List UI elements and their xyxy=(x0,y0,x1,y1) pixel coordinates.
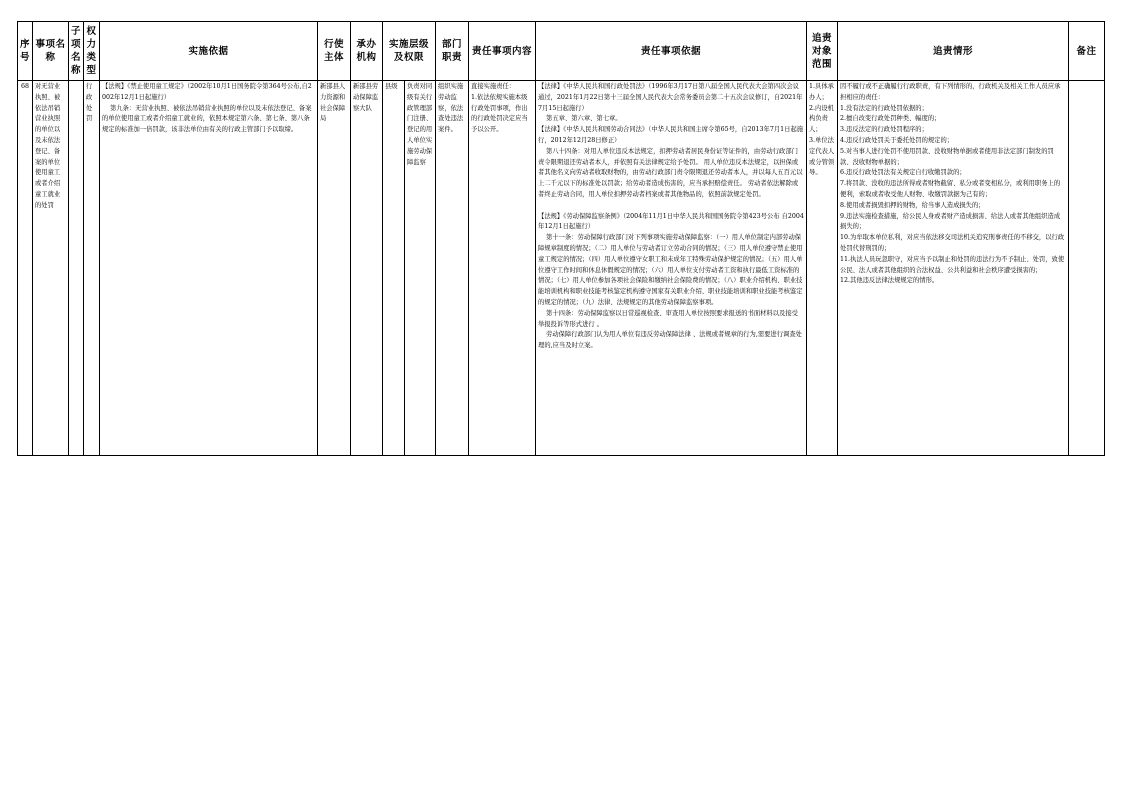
cell-power-type: 行政处罚 xyxy=(84,81,100,456)
cell-responsibility-basis xyxy=(536,81,807,456)
cell-sub-item-name xyxy=(69,81,84,456)
header-item-name: 事项名称 xyxy=(33,22,69,81)
table-row xyxy=(18,81,1105,456)
cell-exercising-body: 新邵县人力资源和社会保障局 xyxy=(318,81,351,456)
header-basis: 实施依据 xyxy=(100,22,318,81)
list-item: 2.擅自改变行政处罚种类、幅度的； xyxy=(840,115,941,123)
cell-seq: 68 xyxy=(18,81,33,456)
list-item: 6.违反行政处罚法有关规定自行收缴罚款的； xyxy=(840,169,966,177)
list-item: 8.使用或者损毁扣押的财物，给当事人造成损失的； xyxy=(840,201,985,209)
header-remarks: 备注 xyxy=(1069,22,1105,81)
header-accountability-scope: 追责对象范围 xyxy=(807,22,838,81)
header-level-authority: 实施层级及权限 xyxy=(383,22,436,81)
list-item: 10.为牟取本单位私利，对应当依法移交司法机关追究刑事责任的不移交，以行政处罚代替刑罚的； xyxy=(840,234,1065,252)
header-exercising-body: 行使主体 xyxy=(318,22,351,81)
list-item: 12.其他违反法律法规规定的情形。 xyxy=(840,277,939,285)
cell-accountability-cases xyxy=(838,81,1069,456)
header-seq: 序号 xyxy=(18,22,33,81)
header-dept-duty: 部门职责 xyxy=(436,22,469,81)
cell-dept-duty: 组织实施劳动监察，依法查处违法案件。 xyxy=(436,81,469,456)
header-responsibility-content: 责任事项内容 xyxy=(469,22,536,81)
header-responsibility-basis: 责任事项依据 xyxy=(536,22,807,81)
header-accountability-cases: 追责情形 xyxy=(838,22,1069,81)
list-item: 3.违反法定的行政处罚程序的； xyxy=(840,126,928,134)
accountability-cases-list xyxy=(840,82,1066,287)
cell-accountability-scope xyxy=(807,81,838,456)
list-item: 5.对当事人进行处罚不使用罚款、没收财物单据或者使用非法定部门制发的罚款、没收财物单据的； xyxy=(840,147,1054,166)
cell-remarks xyxy=(1069,81,1105,456)
header-sub-item-name: 子项名称 xyxy=(69,22,84,81)
cell-authority: 负责对同级有关行政管理部门注册、登记的用人单位实施劳动保障监察 xyxy=(405,81,436,456)
cell-basis xyxy=(100,81,318,456)
responsibility-content-text: 直接实施责任： 1.依法依规实施本级行政处罚事项，作出的行政处罚决定应当予以公开。 xyxy=(471,83,528,134)
header-row xyxy=(18,22,1105,81)
list-item: 4.违反行政处罚关于委托处罚的规定的； xyxy=(840,136,954,144)
cell-item-name: 对无营业执照、被依法吊销营业执照的单位以及未依法登记、备案的单位使用童工或者介绍童工就业的处罚 xyxy=(33,81,69,456)
basis-text: 【法规】《禁止使用童工规定》（2002年10月1日国务院令第364号公布,自2002年12月1日起施行） 第九条：无营业执照、被依法吊销营业执照的单位以及未依法登记、备案的单位使用童工或者介绍童工就业的，依照本规定第六条、第七条、第八条规定的标准加一倍罚款，该非法单位由有关的行政主管部门予以取缔。 xyxy=(102,83,312,134)
header-handling-org: 承办机构 xyxy=(351,22,383,81)
cell-level: 县级 xyxy=(383,81,405,456)
responsibility-basis-text: 【法律】《中华人民共和国行政处罚法》（1996年3月17日第八届全国人民代表大会第四次会议通过，2021年1月22日第十三届全国人民代表大会常务委员会第二十五次会议修订，自2021年7月15日起施行） 第五章、第六章、第七章。 【法律】《中华人民共和国劳动合同法》（中华人民共和国主席令第65号，自2013年7月1日起施行，2012年12月28日修正） 第八十四条：对用人单位违反本法规定，扣押劳动者居民身份证等证件的，由劳动行政部门责令限期退还劳动者本人，并依照有关法律规定给予处罚。 用人单位违反本法规定，以担保或者其他名义向劳动者收取财物的，由劳动行政部门责令限期退还劳动者本人，并以每人五百元以上二千元以下的标准处以罚款；给劳动者造成伤害的，应当承担赔偿责任。 劳动者依法解除或者终止劳动合同，用人单位扣押劳动者档案或者其他物品的，依照前款规定处罚。 【法规】《劳动保障监察条例》（2004年11月1日中华人民共和国国务院令第423号公布 自2004年12月1日起施行） 第十一条：劳动保障行政部门对下列事项实施劳动保障监察：（一）用人单位制定内部劳动保障规章制度的情况；（二）用人单位与劳动者订立劳动合同的情况；（三）用人单位遵守禁止使用童工规定的情况；（四）用人单位遵守女职工和未成年工特殊劳动保护规定的情况；（五）用人单位遵守工作时间和休息休假规定的情况；（六）用人单位支付劳动者工资和执行最低工资标准的情况；（七）用人单位参加各项社会保险和缴纳社会保险费的情况；（八）职业介绍机构、职业技能培训机构和职业技能考核鉴定机构遵守国家有关职业介绍、职业技能培训和职业技能考核鉴定的规定的情况；（九）法律、法规规定的其他劳动保障监察事项。 第十四条：劳动保障监察以日常巡视检查、审查用人单位按照要求报送的书面材料以及接受举报投诉等形式进行 。 劳动保障行政部门认为用人单位有违反劳动保障法律 、法规或者规章的行为,需要进行调查处理的,应当及时立案。 xyxy=(538,83,804,350)
list-item: 11.执法人员玩忽职守，对应当予以制止和处罚的违法行为不予制止、处罚，致使公民、法人或者其他组织的合法权益、公共利益和社会秩序遭受损害的； xyxy=(840,255,1065,274)
header-power-type: 权力类型 xyxy=(84,22,100,81)
power-list-table xyxy=(17,21,1105,456)
list-item: 9.违法实施检查措施，给公民人身或者财产造成损害、给法人或者其他组织造成损失的； xyxy=(840,212,1061,231)
list-item: 7.将罚款、没收的违法所得或者财物截留、私分或者变相私分，或利用职务上的便利，索取或者收受他人财物、收缴罚款据为己有的； xyxy=(840,180,1061,198)
list-item: 1.没有法定的行政处罚依据的； xyxy=(840,104,928,112)
list-item: 因不履行或不正确履行行政职责，有下列情形的，行政机关及相关工作人员应承担相应的责任： xyxy=(840,83,1061,101)
cell-responsibility-content xyxy=(469,81,536,456)
accountability-scope-text: 1.具体承办人； 2.内设机构负责人； 3.单位法定代表人或分管领导。 xyxy=(809,83,835,177)
cell-handling-org: 新邵县劳动保障监察大队 xyxy=(351,81,383,456)
